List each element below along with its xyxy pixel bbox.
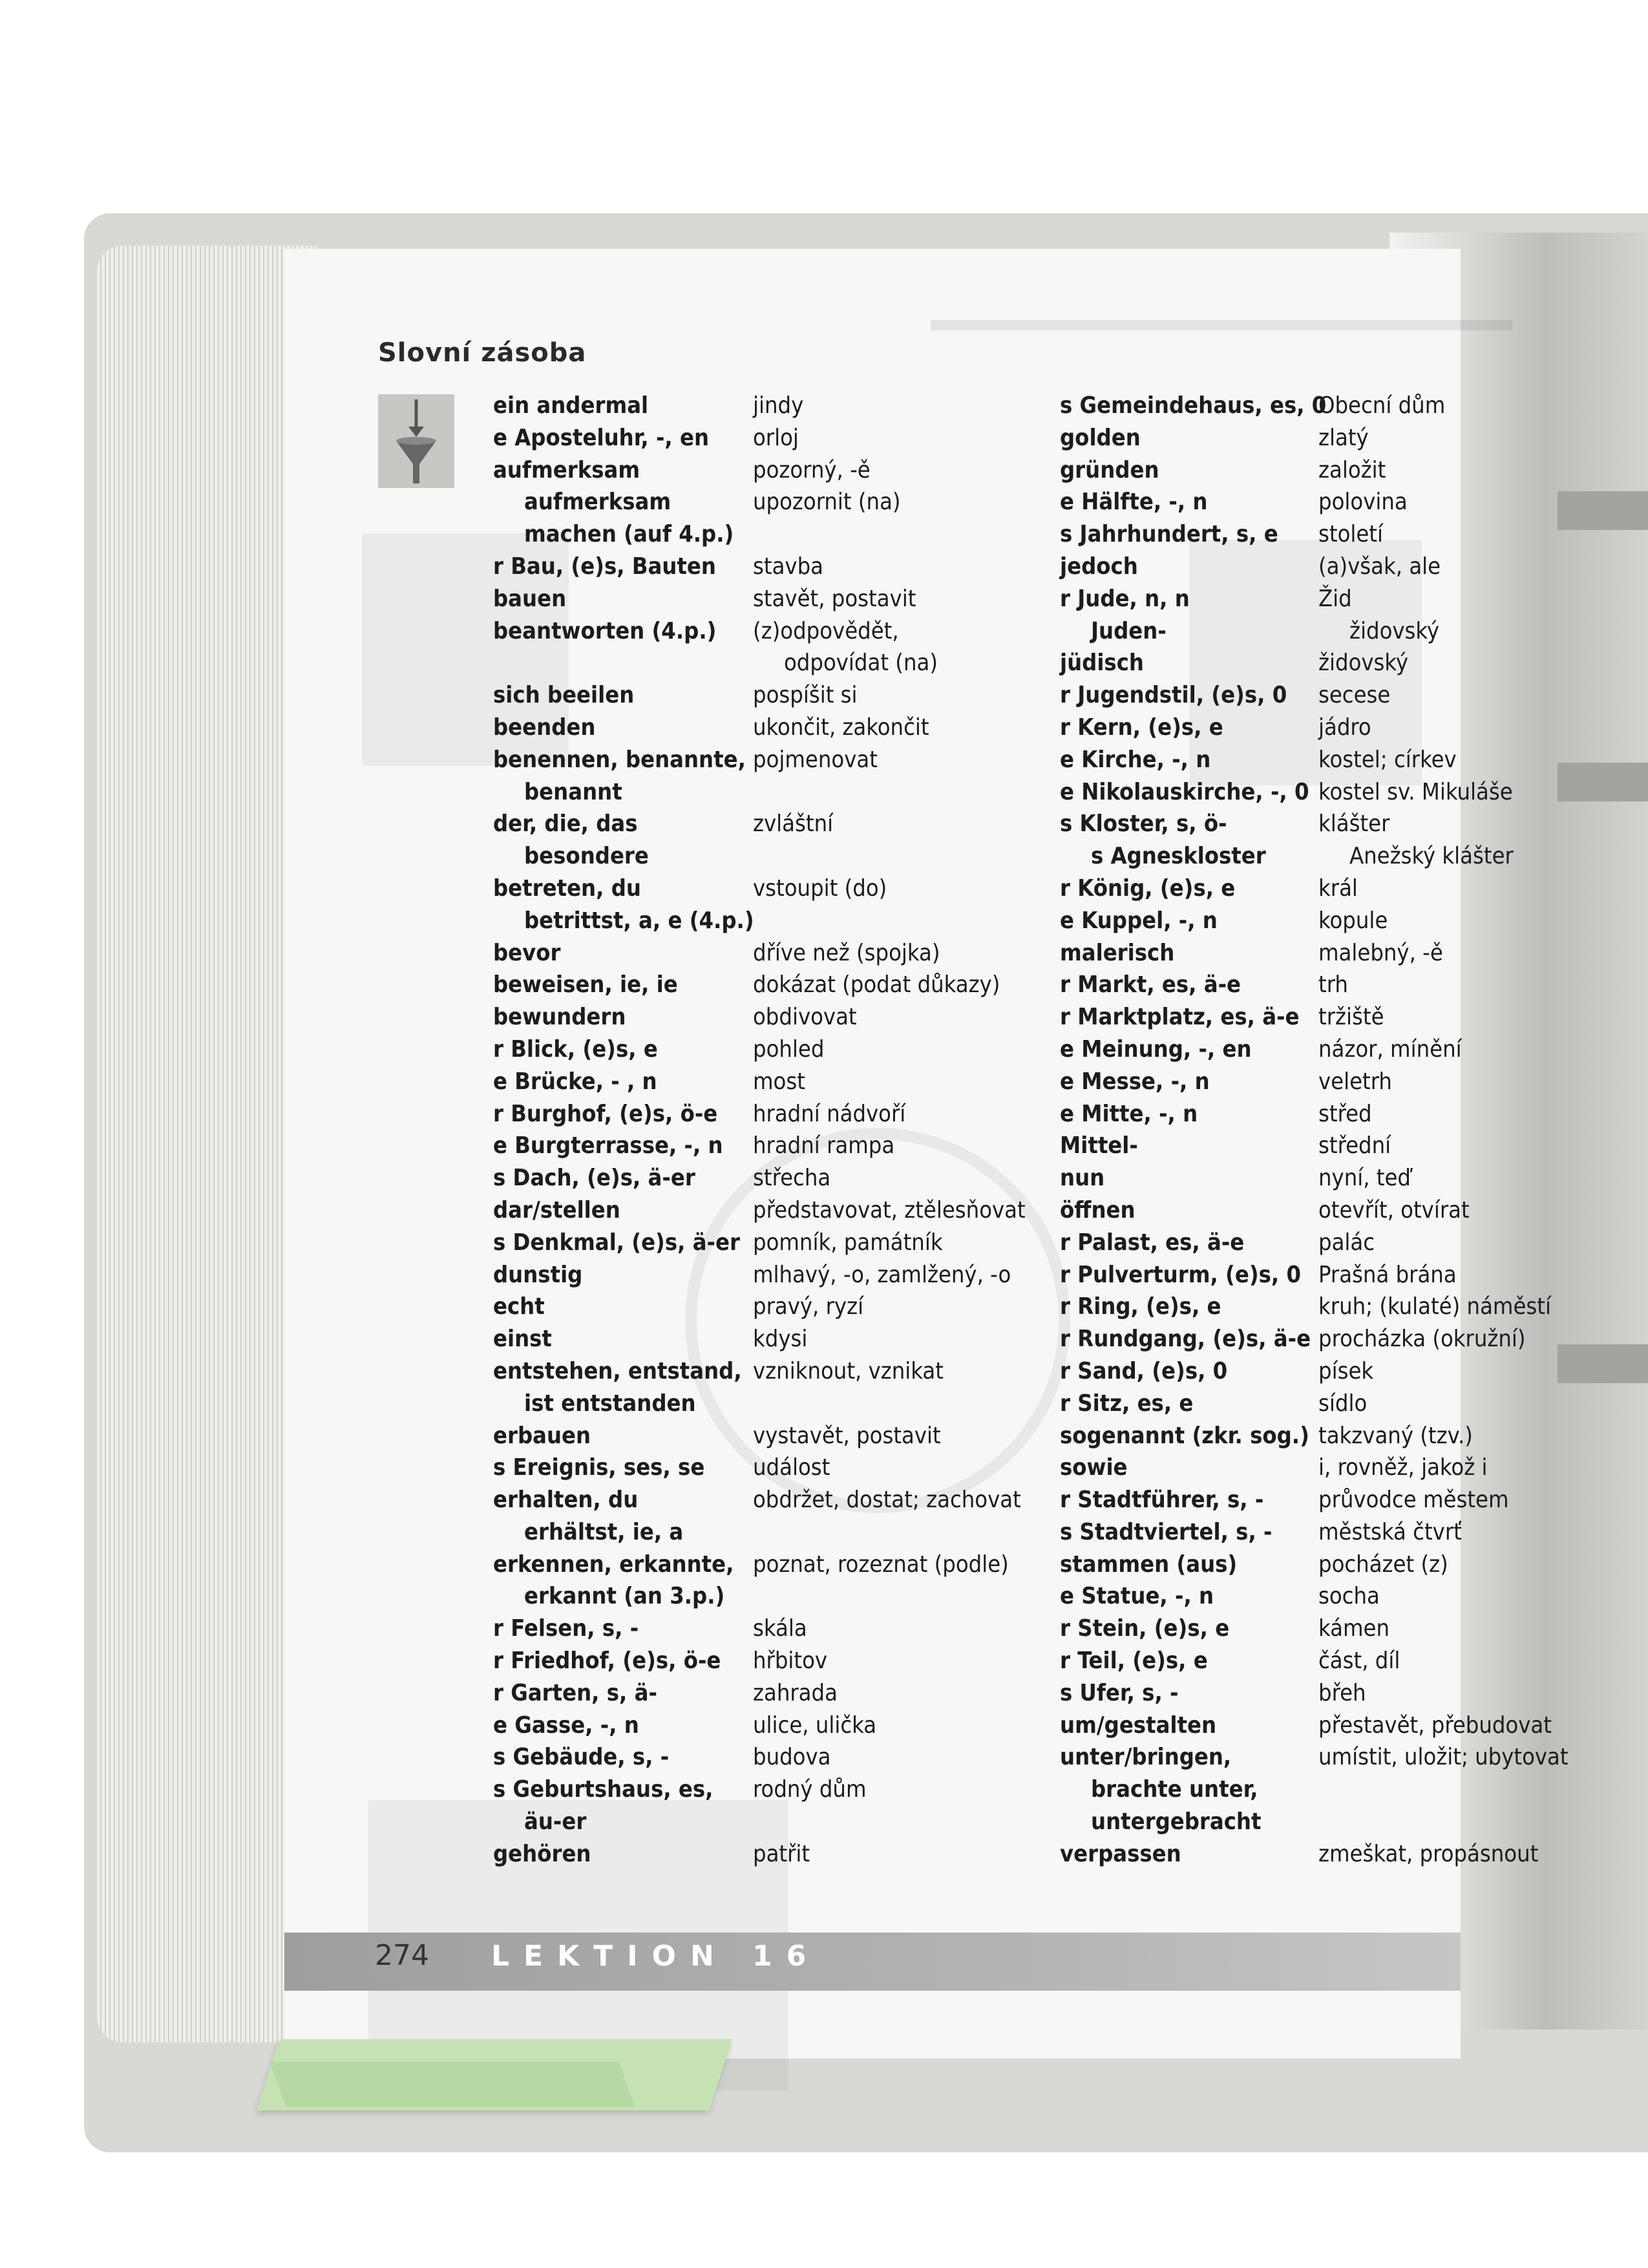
right-czech-translation: otevřít, otvírat: [1318, 1196, 1470, 1224]
left-german-term: beweisen, ie, ie: [493, 971, 678, 999]
page-title: Slovní zásoba: [378, 338, 587, 368]
right-german-term: gründen: [1060, 456, 1159, 483]
left-czech-translation: hradní nádvoří: [753, 1100, 906, 1127]
left-czech-translation: hřbitov: [753, 1648, 828, 1675]
left-german-term: bevor: [493, 939, 561, 966]
right-czech-translation: kostel; církev: [1318, 746, 1457, 773]
right-german-term: r König, (e)s, e: [1060, 874, 1236, 902]
right-czech-translation: trh: [1318, 971, 1348, 999]
right-czech-translation: Žid: [1318, 585, 1352, 612]
left-czech-translation: skála: [753, 1615, 807, 1642]
left-german-term: r Burghof, (e)s, ö-e: [493, 1100, 718, 1127]
right-german-term: sowie: [1060, 1454, 1128, 1481]
right-german-term: e Kuppel, -, n: [1060, 907, 1218, 934]
right-czech-translation: umístit, uložit; ubytovat: [1318, 1744, 1569, 1771]
left-czech-translation: obdivovat: [753, 1004, 857, 1031]
right-czech-translation: procházka (okružní): [1318, 1326, 1526, 1353]
left-german-term: e Aposteluhr, -, en: [493, 424, 710, 451]
right-german-term: s Jahrhundert, s, e: [1060, 521, 1278, 548]
right-czech-translation: veletrh: [1318, 1068, 1392, 1095]
left-czech-translation: událost: [753, 1454, 830, 1481]
left-german-term: r Blick, (e)s, e: [493, 1035, 658, 1063]
left-german-term: sich beeilen: [493, 682, 635, 709]
left-czech-translation: [753, 1580, 1026, 1613]
right-german-term: malerisch: [1060, 939, 1175, 966]
footer-band: [284, 1933, 1461, 1991]
right-german-term: stammen (aus): [1060, 1551, 1238, 1578]
left-german-term: e Burgterrasse, -, n: [493, 1132, 723, 1160]
right-german-term: Mittel-: [1060, 1132, 1138, 1160]
right-german-term: e Hälfte, -, n: [1060, 489, 1208, 516]
right-czech-translation: [1318, 1774, 1569, 1806]
right-german-term: jüdisch: [1060, 650, 1144, 677]
right-czech-translation: sídlo: [1318, 1390, 1368, 1417]
left-czech-translation: dokázat (podat důkazy): [753, 971, 1000, 999]
left-czech-translation: patřit: [753, 1840, 810, 1867]
right-german-term: r Pulverturm, (e)s, 0: [1060, 1261, 1302, 1288]
right-czech-translation: pocházet (z): [1318, 1551, 1448, 1578]
left-german-term: e Gasse, -, n: [493, 1712, 639, 1739]
right-czech-translation: i, rovněž, jakož i: [1318, 1454, 1488, 1481]
right-german-term: e Messe, -, n: [1060, 1068, 1210, 1095]
left-german-term: s Gebäude, s, -: [493, 1744, 670, 1771]
right-german-term: golden: [1060, 424, 1141, 451]
left-czech-translation: most: [753, 1068, 805, 1095]
right-german-term: s Stadtviertel, s, -: [1060, 1518, 1273, 1545]
right-german-term: e Mitte, -, n: [1060, 1100, 1198, 1127]
left-czech-translation: dříve než (spojka): [753, 939, 940, 966]
left-german-term: dunstig: [493, 1261, 583, 1288]
left-german-term: beenden: [493, 714, 596, 741]
right-czech-translation: kruh; (kulaté) náměstí: [1318, 1293, 1551, 1320]
right-czech-translation: břeh: [1318, 1679, 1366, 1706]
right-czech-translation: Anežský klášter: [1349, 843, 1514, 870]
left-german-term: s Dach, (e)s, ä-er: [493, 1165, 695, 1192]
right-czech-translation: secese: [1318, 682, 1391, 709]
funnel-icon: [378, 394, 454, 488]
left-german-term: benennen, benannte,: [493, 746, 746, 773]
right-czech-translation: kostel sv. Mikuláše: [1318, 778, 1513, 805]
bookmark-tab: [269, 2062, 635, 2107]
left-czech-translation: [753, 905, 1026, 937]
right-german-term: um/gestalten: [1060, 1712, 1217, 1739]
right-czech-translation: socha: [1318, 1583, 1380, 1610]
right-german-term: r Markt, es, ä-e: [1060, 971, 1241, 999]
opposite-page-tab: [1558, 763, 1648, 801]
page-stack-edge: [97, 246, 317, 2042]
left-czech-translation: ukončit, zakončit: [753, 714, 929, 741]
left-german-term: erhältst, ie, a: [524, 1518, 684, 1545]
right-german-term: brachte unter,: [1091, 1776, 1258, 1803]
left-czech-translation: odpovídat (na): [784, 650, 938, 677]
left-german-term: erbauen: [493, 1422, 591, 1449]
right-german-term: r Jude, n, n: [1060, 585, 1190, 612]
lesson-label: LEKTION 16: [491, 1940, 821, 1973]
right-german-term: s Ufer, s, -: [1060, 1679, 1179, 1706]
right-czech-translation: [1318, 1806, 1569, 1838]
left-german-term: der, die, das: [493, 811, 638, 838]
left-german-term: ist entstanden: [524, 1390, 696, 1417]
right-german-term: öffnen: [1060, 1196, 1136, 1224]
right-czech-translation: průvodce městem: [1318, 1487, 1509, 1514]
left-german-term: erkannt (an 3.p.): [524, 1583, 725, 1610]
right-german-term: Juden-: [1091, 617, 1167, 644]
left-czech-translation: stavět, postavit: [753, 585, 916, 612]
right-german-term: unter/bringen,: [1060, 1744, 1232, 1771]
left-czech-translation: stavba: [753, 553, 823, 580]
left-czech-translation: jindy: [753, 392, 804, 419]
left-german-term: gehören: [493, 1840, 591, 1867]
left-czech-translation: [753, 1806, 1026, 1838]
left-czech-translation: vstoupit (do): [753, 874, 887, 902]
left-german-term: bewundern: [493, 1004, 626, 1031]
page-number: 274: [375, 1939, 429, 1972]
left-german-term: beantworten (4.p.): [493, 617, 717, 644]
left-czech-translation: budova: [753, 1744, 831, 1771]
right-czech-translation: přestavět, přebudovat: [1318, 1712, 1552, 1739]
left-german-term: machen (auf 4.p.): [524, 521, 734, 548]
left-german-term: aufmerksam: [493, 456, 640, 483]
left-german-term: s Geburtshaus, es,: [493, 1776, 713, 1803]
right-german-term: e Kirche, -, n: [1060, 746, 1211, 773]
left-czech-translation: [753, 1388, 1026, 1420]
left-czech-translation: rodný dům: [753, 1776, 867, 1803]
left-czech-translation: [753, 840, 1026, 873]
left-czech-translation: vystavět, postavit: [753, 1422, 941, 1449]
right-german-term: s Gemeindehaus, es, 0: [1060, 392, 1327, 419]
right-czech-column: [1318, 390, 1569, 1871]
right-german-term: jedoch: [1060, 553, 1138, 580]
right-czech-translation: takzvaný (tzv.): [1318, 1422, 1473, 1449]
left-czech-translation: mlhavý, -o, zamlžený, -o: [753, 1261, 1011, 1288]
left-czech-column: [753, 390, 1026, 1871]
right-czech-translation: část, díl: [1318, 1648, 1400, 1675]
left-german-term: betreten, du: [493, 874, 641, 902]
right-german-term: r Stadtführer, s, -: [1060, 1487, 1264, 1514]
right-german-term: r Stein, (e)s, e: [1060, 1615, 1230, 1642]
right-czech-translation: názor, mínění: [1318, 1035, 1462, 1063]
right-german-term: nun: [1060, 1165, 1105, 1192]
left-german-term: äu-er: [524, 1808, 587, 1836]
right-czech-translation: židovský: [1318, 650, 1409, 677]
left-german-term: ein andermal: [493, 392, 649, 419]
left-german-term: erhalten, du: [493, 1487, 639, 1514]
left-german-term: besondere: [524, 843, 649, 870]
right-czech-translation: (a)však, ale: [1318, 553, 1441, 580]
left-german-term: einst: [493, 1326, 552, 1353]
right-czech-translation: židovský: [1349, 617, 1440, 644]
left-czech-translation: [753, 776, 1026, 809]
left-czech-translation: pohled: [753, 1035, 825, 1063]
left-german-term: r Felsen, s, -: [493, 1615, 639, 1642]
left-german-term: r Friedhof, (e)s, ö-e: [493, 1648, 721, 1675]
right-german-term: r Kern, (e)s, e: [1060, 714, 1223, 741]
right-czech-translation: kopule: [1318, 907, 1388, 934]
right-german-term: sogenannt (zkr. sog.): [1060, 1422, 1309, 1449]
right-german-term: r Ring, (e)s, e: [1060, 1293, 1221, 1320]
right-german-term: e Nikolauskirche, -, 0: [1060, 778, 1309, 805]
right-german-term: r Palast, es, ä-e: [1060, 1229, 1245, 1256]
right-czech-translation: Prašná brána: [1318, 1261, 1457, 1288]
right-czech-translation: zlatý: [1318, 424, 1369, 451]
left-german-term: benannt: [524, 778, 622, 805]
right-german-term: s Agneskloster: [1091, 843, 1266, 870]
left-german-term: entstehen, entstand,: [493, 1357, 742, 1384]
left-czech-translation: vzniknout, vznikat: [753, 1357, 944, 1384]
right-czech-translation: založit: [1318, 456, 1386, 483]
right-czech-translation: písek: [1318, 1357, 1374, 1384]
left-czech-translation: pravý, ryzí: [753, 1293, 864, 1320]
left-german-term: bauen: [493, 585, 567, 612]
left-czech-translation: ulice, ulička: [753, 1712, 877, 1739]
right-czech-translation: střední: [1318, 1132, 1391, 1160]
right-czech-translation: Obecní dům: [1318, 392, 1446, 419]
left-german-term: erkennen, erkannte,: [493, 1551, 734, 1578]
right-czech-translation: městská čtvrť: [1318, 1518, 1462, 1545]
right-czech-translation: zmeškat, propásnout: [1318, 1840, 1539, 1867]
left-czech-translation: pospíšit si: [753, 682, 858, 709]
left-german-term: [493, 647, 754, 679]
left-german-term: r Garten, s, ä-: [493, 1679, 657, 1706]
left-german-term: dar/stellen: [493, 1196, 620, 1224]
right-czech-translation: polovina: [1318, 489, 1408, 516]
left-czech-translation: pomník, památník: [753, 1229, 943, 1256]
right-german-term: r Teil, (e)s, e: [1060, 1648, 1208, 1675]
left-czech-translation: [753, 518, 1026, 551]
left-czech-translation: představovat, ztělesňovat: [753, 1196, 1026, 1224]
right-german-term: r Rundgang, (e)s, ä-e: [1060, 1326, 1311, 1353]
left-czech-translation: zvláštní: [753, 811, 834, 838]
left-czech-translation: střecha: [753, 1165, 831, 1192]
left-czech-translation: obdržet, dostat; zachovat: [753, 1487, 1021, 1514]
right-german-column: [1060, 390, 1326, 1871]
right-german-term: e Statue, -, n: [1060, 1583, 1214, 1610]
left-czech-translation: upozornit (na): [753, 489, 901, 516]
right-german-term: s Kloster, s, ö-: [1060, 811, 1227, 838]
right-czech-translation: tržiště: [1318, 1004, 1384, 1031]
left-german-term: e Brücke, - , n: [493, 1068, 657, 1095]
right-german-term: r Sand, (e)s, 0: [1060, 1357, 1228, 1384]
left-czech-translation: [753, 1516, 1026, 1549]
right-czech-translation: palác: [1318, 1229, 1375, 1256]
left-german-column: [493, 390, 754, 1871]
left-czech-translation: zahrada: [753, 1679, 838, 1706]
left-czech-translation: kdysi: [753, 1326, 808, 1353]
right-german-term: r Sitz, es, e: [1060, 1390, 1194, 1417]
right-german-term: verpassen: [1060, 1840, 1181, 1867]
opposite-page-tab: [1558, 491, 1648, 530]
right-german-term: e Meinung, -, en: [1060, 1035, 1252, 1063]
right-czech-translation: nyní, teď: [1318, 1165, 1411, 1192]
right-czech-translation: střed: [1318, 1100, 1372, 1127]
left-german-term: echt: [493, 1293, 545, 1320]
right-czech-translation: král: [1318, 874, 1358, 902]
left-czech-translation: (z)odpovědět,: [753, 617, 899, 644]
left-czech-translation: hradní rampa: [753, 1132, 895, 1160]
left-czech-translation: orloj: [753, 424, 799, 451]
left-german-term: aufmerksam: [524, 489, 671, 516]
right-czech-translation: kámen: [1318, 1615, 1389, 1642]
left-german-term: r Bau, (e)s, Bauten: [493, 553, 716, 580]
right-german-term: r Jugendstil, (e)s, 0: [1060, 682, 1287, 709]
right-czech-translation: malebný, -ě: [1318, 939, 1443, 966]
right-czech-translation: jádro: [1318, 714, 1371, 741]
left-czech-translation: poznat, rozeznat (podle): [753, 1551, 1009, 1578]
left-german-term: s Denkmal, (e)s, ä-er: [493, 1229, 740, 1256]
right-czech-translation: klášter: [1318, 811, 1390, 838]
dictionary-page: [284, 249, 1569, 2059]
left-german-term: s Ereignis, ses, se: [493, 1454, 705, 1481]
opposite-page-tab: [1558, 1344, 1648, 1383]
right-german-term: r Marktplatz, es, ä-e: [1060, 1004, 1300, 1031]
right-german-term: untergebracht: [1091, 1808, 1262, 1836]
right-czech-translation: století: [1318, 521, 1384, 548]
left-czech-translation: pozorný, -ě: [753, 456, 871, 483]
left-czech-translation: pojmenovat: [753, 746, 878, 773]
left-german-term: betrittst, a, e (4.p.): [524, 907, 754, 934]
